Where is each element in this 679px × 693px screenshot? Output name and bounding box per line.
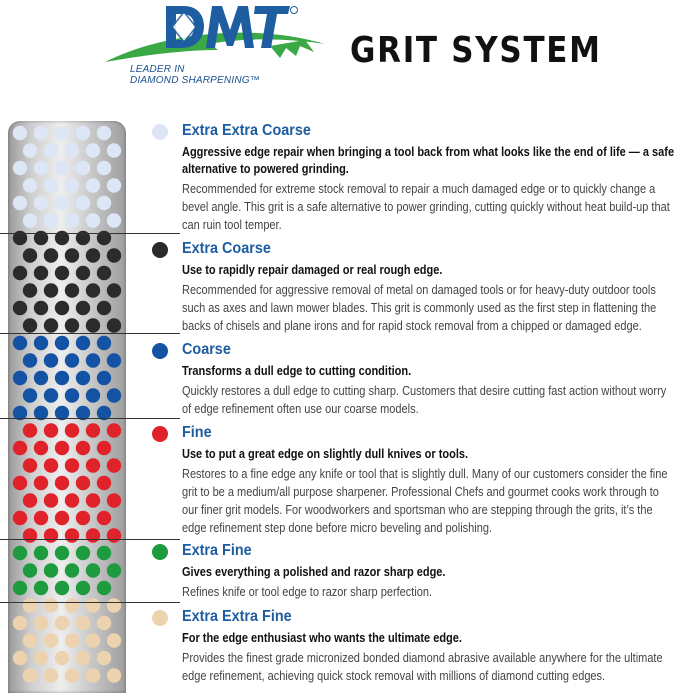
plate-dot — [86, 668, 100, 682]
grit-color-dot — [152, 544, 168, 560]
plate-dot — [97, 126, 111, 140]
plate-dot — [86, 283, 100, 297]
plate-dot — [44, 633, 58, 647]
plate-dot — [86, 353, 100, 367]
plate-dot — [107, 423, 121, 437]
plate-dot — [34, 371, 48, 385]
plate-dot — [13, 371, 27, 385]
plate-dot — [55, 441, 69, 455]
plate-dot — [107, 458, 121, 472]
plate-dot — [23, 563, 37, 577]
plate-dot — [97, 266, 111, 280]
plate-dot — [55, 336, 69, 350]
plate-dot — [65, 423, 79, 437]
plate-dot — [13, 476, 27, 490]
plate-dot — [107, 213, 121, 227]
plate-dot — [34, 511, 48, 525]
plate-dot — [13, 651, 27, 665]
plate-dot — [97, 161, 111, 175]
grit-summary: Transforms a dull edge to cutting condition. — [182, 364, 412, 378]
plate-dot — [107, 598, 121, 612]
plate-dot — [13, 266, 27, 280]
plate-dot — [107, 633, 121, 647]
plate-dot — [107, 353, 121, 367]
plate-dot — [34, 546, 48, 560]
plate-dot — [13, 301, 27, 315]
plate-dot — [97, 371, 111, 385]
grit-summary: Gives everything a polished and razor sharp edge. — [182, 565, 446, 579]
grit-name: Coarse — [182, 341, 231, 358]
plate-dot — [23, 633, 37, 647]
plate-dot — [13, 336, 27, 350]
plate-dot — [55, 371, 69, 385]
plate-dot — [107, 388, 121, 402]
plate-dot — [34, 616, 48, 630]
plate-dot — [86, 143, 100, 157]
plate-dot — [55, 476, 69, 490]
plate-dot — [76, 441, 90, 455]
plate-dot — [76, 546, 90, 560]
plate-dot — [13, 616, 27, 630]
plate-dot — [107, 528, 121, 542]
plate-dot — [107, 248, 121, 262]
logo-tagline — [130, 64, 260, 86]
plate-dot — [76, 301, 90, 315]
plate-dot — [107, 283, 121, 297]
plate-dot — [13, 196, 27, 210]
plate-dot — [34, 126, 48, 140]
header — [0, 0, 679, 110]
plate-dot — [65, 598, 79, 612]
plate-dot — [44, 423, 58, 437]
plate-dot — [44, 563, 58, 577]
plate-dot — [44, 178, 58, 192]
plate-dot — [76, 511, 90, 525]
section-divider — [0, 602, 180, 603]
plate-dot — [65, 633, 79, 647]
plate-dot — [86, 493, 100, 507]
plate-dot — [55, 581, 69, 595]
grit-summary: Use to put a great edge on slightly dull knives or tools. — [182, 447, 469, 461]
plate-dot — [55, 196, 69, 210]
plate-dot — [23, 493, 37, 507]
plate-dot — [34, 161, 48, 175]
plate-dot — [86, 528, 100, 542]
plate-dot — [76, 336, 90, 350]
section-divider — [0, 539, 180, 540]
plate-dot — [97, 651, 111, 665]
plate-dot — [65, 143, 79, 157]
grit-extra-fine — [152, 542, 679, 601]
plate-dot — [13, 546, 27, 560]
plate-dot — [34, 581, 48, 595]
grit-detail: Provides the finest grade micronized bonded diamond abrasive available anywhere for the ultimate edge refinement, achieving quick stock removal with millions of diamond cutting edges. — [182, 651, 663, 683]
plate-dot — [23, 353, 37, 367]
grit-detail: Recommended for extreme stock removal to repair a much damaged edge or to quickly change a bevel angle. This grit is a safe alternative to power grinding, cutting quickly without heat build-up that can ruin tool temper. — [182, 182, 670, 232]
plate-dot — [76, 161, 90, 175]
plate-dot — [86, 388, 100, 402]
plate-dot — [65, 493, 79, 507]
plate-dot — [34, 476, 48, 490]
plate-dot — [86, 633, 100, 647]
grit-color-dot — [152, 124, 168, 140]
grit-summary: Aggressive edge repair when bringing a tool back from what looks like the end of life — a safe alternative to powered grinding. — [182, 145, 675, 176]
grit-name: Extra Extra Coarse — [182, 122, 311, 139]
plate-dot — [107, 668, 121, 682]
plate-dot — [65, 283, 79, 297]
plate-dot — [97, 336, 111, 350]
grit-name: Extra Fine — [182, 542, 252, 559]
plate-dot — [65, 353, 79, 367]
plate-dot — [44, 493, 58, 507]
plate-dot — [76, 476, 90, 490]
plate-dot — [23, 668, 37, 682]
plate-dot — [44, 458, 58, 472]
dmt-logo — [100, 0, 330, 100]
grit-detail: Refines knife or tool edge to razor sharp perfection. — [182, 585, 433, 599]
plate-dot — [86, 563, 100, 577]
plate-dot — [13, 441, 27, 455]
plate-dot — [23, 143, 37, 157]
plate-dot — [97, 301, 111, 315]
grit-color-dot — [152, 242, 168, 258]
plate-dot — [86, 458, 100, 472]
plate-dot — [97, 441, 111, 455]
diamond-plate-image — [8, 121, 126, 693]
plate-dot — [44, 318, 58, 332]
plate-dot — [23, 318, 37, 332]
grit-extra-extra-fine — [152, 608, 679, 685]
plate-dot — [86, 318, 100, 332]
plate-dot — [107, 563, 121, 577]
plate-dot — [34, 266, 48, 280]
grit-detail: Quickly restores a dull edge to cutting sharp. Customers that desire cutting fast action without worry of edge refinement often use our coarse models. — [182, 384, 667, 416]
plate-dot — [23, 388, 37, 402]
plate-dot — [23, 598, 37, 612]
diamond-dots — [8, 121, 126, 693]
plate-dot — [34, 301, 48, 315]
plate-dot — [44, 528, 58, 542]
plate-dot — [44, 213, 58, 227]
plate-dot — [55, 126, 69, 140]
plate-dot — [76, 126, 90, 140]
plate-dot — [55, 301, 69, 315]
plate-dot — [65, 213, 79, 227]
plate-dot — [86, 423, 100, 437]
plate-dot — [34, 441, 48, 455]
plate-dot — [65, 248, 79, 262]
plate-dot — [65, 528, 79, 542]
grit-color-dot — [152, 610, 168, 626]
plate-dot — [76, 371, 90, 385]
plate-dot — [65, 178, 79, 192]
plate-dot — [13, 581, 27, 595]
plate-dot — [65, 318, 79, 332]
plate-dot — [86, 178, 100, 192]
plate-dot — [76, 616, 90, 630]
grit-summary: Use to rapidly repair damaged or real rough edge. — [182, 263, 443, 277]
plate-dot — [55, 511, 69, 525]
plate-dot — [65, 388, 79, 402]
tagline-line-2: DIAMOND SHARPENING™ — [130, 75, 260, 86]
plate-dot — [86, 213, 100, 227]
page-title: GRIT SYSTEM — [350, 30, 602, 71]
grit-fine — [152, 424, 679, 537]
grit-summary: For the edge enthusiast who wants the ultimate edge. — [182, 631, 462, 645]
plate-dot — [86, 598, 100, 612]
plate-dot — [44, 668, 58, 682]
plate-dot — [97, 511, 111, 525]
section-divider — [0, 418, 180, 419]
grit-extra-coarse — [152, 240, 679, 335]
plate-dot — [76, 651, 90, 665]
plate-dot — [86, 248, 100, 262]
plate-dot — [97, 546, 111, 560]
grit-name: Extra Extra Fine — [182, 608, 292, 625]
plate-dot — [55, 616, 69, 630]
plate-dot — [34, 336, 48, 350]
plate-dot — [107, 178, 121, 192]
plate-dot — [65, 668, 79, 682]
grit-detail: Restores to a fine edge any knife or tool that is slightly dull. Many of our customers consider the fine grit to be a medium/all purpose sharpener. Professional Chefs and gourmet cooks work through to our finer grit models. For woodworkers and sportsman who are stepping through the grits, it’s the edge refinement step done before micro beveling and polishing. — [182, 467, 668, 535]
plate-dot — [76, 196, 90, 210]
tagline-line-1: LEADER IN — [130, 64, 185, 75]
plate-dot — [23, 213, 37, 227]
plate-dot — [23, 283, 37, 297]
plate-dot — [23, 248, 37, 262]
plate-dot — [76, 581, 90, 595]
plate-dot — [44, 353, 58, 367]
grit-extra-extra-coarse — [152, 122, 679, 234]
plate-dot — [44, 283, 58, 297]
grit-name: Fine — [182, 424, 212, 441]
plate-dot — [44, 248, 58, 262]
plate-dot — [107, 318, 121, 332]
plate-dot — [55, 651, 69, 665]
plate-dot — [55, 161, 69, 175]
grit-name: Extra Coarse — [182, 240, 271, 257]
plate-dot — [23, 423, 37, 437]
plate-dot — [107, 143, 121, 157]
plate-dot — [55, 546, 69, 560]
plate-dot — [13, 511, 27, 525]
plate-dot — [34, 196, 48, 210]
plate-dot — [65, 563, 79, 577]
plate-dot — [13, 161, 27, 175]
plate-dot — [23, 178, 37, 192]
plate-dot — [23, 458, 37, 472]
plate-dot — [107, 493, 121, 507]
plate-dot — [44, 143, 58, 157]
plate-dot — [13, 126, 27, 140]
plate-dot — [23, 528, 37, 542]
plate-dot — [44, 388, 58, 402]
plate-dot — [97, 616, 111, 630]
plate-dot — [34, 651, 48, 665]
plate-dot — [76, 266, 90, 280]
plate-dot — [97, 581, 111, 595]
grit-detail: Recommended for aggressive removal of metal on damaged tools or for heavy-duty outdoor tools such as axes and lawn mower blades. This grit is commonly used as the first step in flattening the backs of chisels and plane irons and for rapid stock removal from a chipped or damaged edge. — [182, 283, 657, 333]
plate-dot — [44, 598, 58, 612]
plate-dot — [65, 458, 79, 472]
plate-dot — [97, 476, 111, 490]
plate-dot — [97, 196, 111, 210]
grit-color-dot — [152, 343, 168, 359]
plate-dot — [55, 266, 69, 280]
grit-coarse — [152, 341, 679, 418]
grit-color-dot — [152, 426, 168, 442]
